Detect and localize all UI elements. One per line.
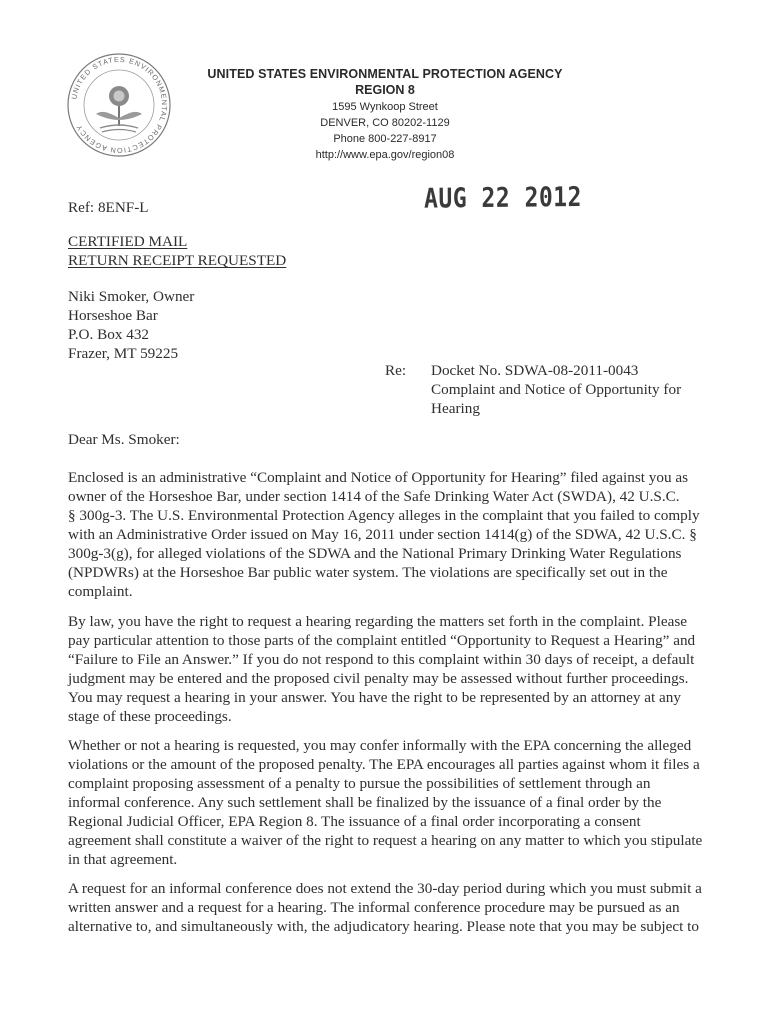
agency-city: DENVER, CO 80202-1129 (320, 117, 450, 129)
paragraph-line: with an Administrative Order issued on May 16, 2011 under section 1414(g) of the SDWA, 42 U.S.C. § (68, 526, 697, 543)
mailing-line-1: CERTIFIED MAIL (68, 233, 188, 250)
re-label: Re: (385, 362, 407, 379)
recipient-name: Niki Smoker, Owner (68, 288, 195, 305)
paragraph-line: informal conference. Any such settlement shall be finalized by the issuance of a final order by the (68, 794, 662, 811)
date-stamp: AUG 22 2012 (424, 182, 583, 215)
body-paragraph-3 (68, 736, 708, 869)
salutation: Dear Ms. Smoker: (68, 431, 180, 448)
agency-street: 1595 Wynkoop Street (332, 101, 438, 113)
paragraph-line: written answer and a request for a hearing. The informal conference procedure may be pursued as an (68, 899, 680, 916)
agency-name: UNITED STATES ENVIRONMENTAL PROTECTION AGENCY (207, 67, 563, 81)
reference-line: Ref: 8ENF-L (68, 199, 149, 216)
recipient-business: Horseshoe Bar (68, 307, 158, 324)
paragraph-line: alternative to, and simultaneously with, the adjudicatory hearing. Please note that you may be subject to (68, 918, 699, 935)
paragraph-line: “Failure to File an Answer.” If you do not respond to this complaint within 30 days of receipt, a default (68, 651, 695, 668)
paragraph-line: stage of these proceedings. (68, 708, 232, 725)
paragraph-line: complaint proposing assessment of a penalty to pursue the possibilities of settlement through an (68, 775, 651, 792)
paragraph-line: judgment may be entered and the proposed civil penalty may be assessed without further proceedings. (68, 670, 689, 687)
body-paragraph-1 (68, 468, 708, 601)
paragraph-line: (NPDWRs) at the Horseshoe Bar public water system. The violations are specifically set out in the (68, 564, 668, 581)
paragraph-line: Whether or not a hearing is requested, you may confer informally with the EPA concerning the alleged (68, 737, 692, 754)
paragraph-line: complaint. (68, 583, 133, 600)
paragraph-line: Regional Judicial Officer, EPA Region 8. The issuance of a final order incorporating a consent (68, 813, 641, 830)
paragraph-line: agreement shall constitute a waiver of the right to request a hearing on any matter to which you stipulate (68, 832, 703, 849)
epa-seal-icon (66, 52, 172, 158)
body-paragraph-4 (68, 879, 708, 936)
paragraph-line: violations or the amount of the proposed penalty. The EPA encourages all parties against whom it files a (68, 756, 700, 773)
paragraph-line: By law, you have the right to request a hearing regarding the matters set forth in the complaint. Please (68, 613, 687, 630)
paragraph-line: owner of the Horseshoe Bar, under section 1414 of the Safe Drinking Water Act (SWDA), 42 U.S.C. (68, 488, 680, 505)
paragraph-line: Enclosed is an administrative “Complaint and Notice of Opportunity for Hearing” filed against you as (68, 469, 688, 486)
agency-url: http://www.epa.gov/region08 (315, 149, 455, 161)
agency-phone: Phone 800-227-8917 (333, 133, 437, 145)
recipient-city: Frazer, MT 59225 (68, 345, 179, 362)
paragraph-line: pay particular attention to those parts of the complaint entitled “Opportunity to Request a Hearing” and (68, 632, 696, 649)
docket-number: Docket No. SDWA-08-2011-0043 (431, 362, 639, 379)
region-name: REGION 8 (355, 83, 415, 97)
recipient-po-box: P.O. Box 432 (68, 326, 150, 343)
re-subject (431, 361, 721, 418)
mailing-line-2: RETURN RECEIPT REQUESTED (68, 252, 287, 269)
letterhead (200, 66, 570, 163)
subject-line-2: Hearing (431, 400, 480, 417)
paragraph-line: You may request a hearing in your answer. You have the right to be represented by an attorney at any (68, 689, 681, 706)
svg-text:UNITED STATES ENVIRONMENTAL PR: UNITED STATES ENVIRONMENTAL PROTECTION AGENCY (69, 54, 170, 156)
paragraph-line: A request for an informal conference does not extend the 30-day period during which you must submit a (68, 880, 702, 897)
paragraph-line: in that agreement. (68, 851, 178, 868)
mailing-designation (68, 232, 286, 270)
paragraph-line: § 300g-3. The U.S. Environmental Protection Agency alleges in the complaint that you failed to comply (68, 507, 700, 524)
recipient-address (68, 287, 194, 363)
paragraph-line: 300g-3(g), for alleged violations of the SDWA and the National Primary Drinking Water Regulations (68, 545, 682, 562)
subject-line-1: Complaint and Notice of Opportunity for (431, 381, 682, 398)
body-paragraph-2 (68, 612, 708, 726)
